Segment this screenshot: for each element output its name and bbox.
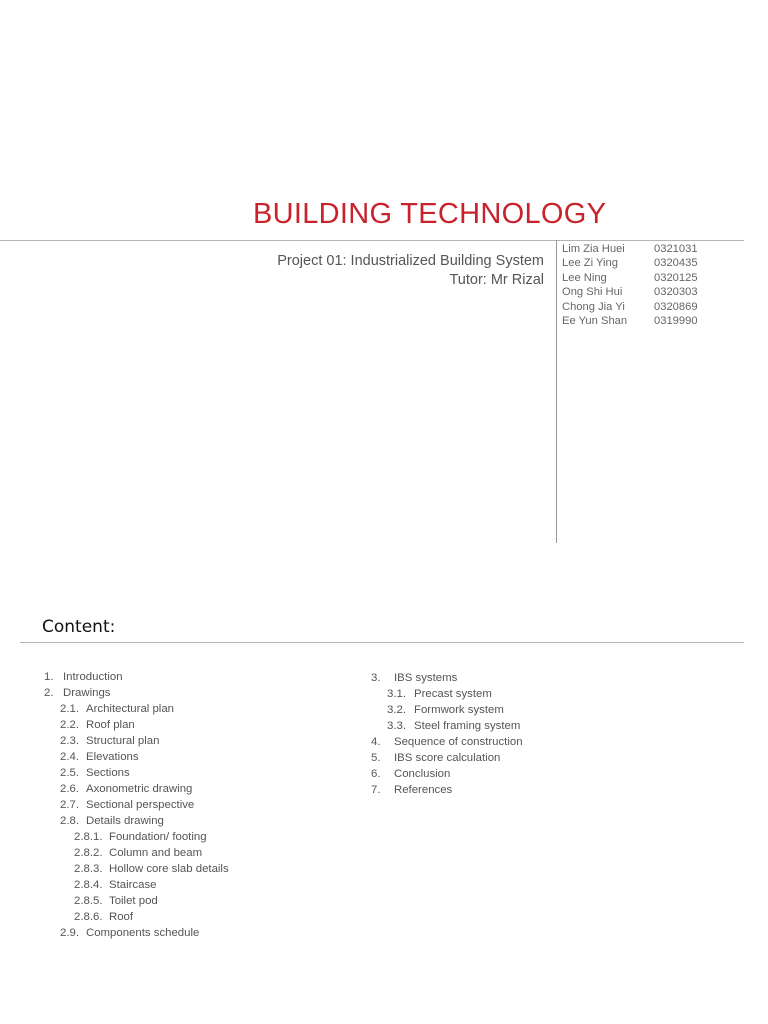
project-name: Project 01: Industrialized Building System bbox=[277, 253, 544, 269]
member-row bbox=[562, 314, 698, 328]
toc-item-label: Details drawing bbox=[86, 815, 164, 827]
project-info bbox=[277, 252, 544, 290]
toc-item-label: Elevations bbox=[86, 751, 139, 763]
member-row bbox=[562, 256, 698, 270]
toc-item-number: 2.8. bbox=[60, 815, 79, 827]
toc-item-number: 3. bbox=[371, 672, 381, 684]
toc-item-label: References bbox=[394, 784, 453, 796]
toc-item-number: 2.8.5. bbox=[74, 895, 103, 907]
toc-item-label: Roof bbox=[109, 911, 134, 923]
toc-item-number: 3.2. bbox=[387, 704, 406, 716]
toc-item-label: Sequence of construction bbox=[394, 736, 523, 748]
toc-item-label: Components schedule bbox=[86, 927, 200, 939]
member-list bbox=[562, 242, 698, 328]
toc-item-label: Conclusion bbox=[394, 768, 451, 780]
toc-item-number: 2.9. bbox=[60, 927, 79, 939]
toc-item-number: 2.8.1. bbox=[74, 831, 103, 843]
toc-item-label: Architectural plan bbox=[86, 703, 175, 715]
toc-item-label: Formwork system bbox=[414, 704, 504, 716]
toc-item-label: Hollow core slab details bbox=[109, 863, 229, 875]
member-id: 0320125 bbox=[654, 271, 698, 284]
toc-item-number: 2.5. bbox=[60, 767, 79, 779]
toc-item-label: IBS systems bbox=[394, 672, 458, 684]
toc-item-number: 1. bbox=[44, 671, 54, 683]
toc-item-number: 2. bbox=[44, 687, 54, 699]
member-name: Lim Zia Huei bbox=[562, 243, 625, 255]
toc-item-number: 2.7. bbox=[60, 799, 79, 811]
tutor-name: Tutor: Mr Rizal bbox=[449, 272, 544, 288]
member-row bbox=[562, 242, 698, 256]
toc-item-number: 2.8.2. bbox=[74, 847, 103, 859]
member-row bbox=[562, 271, 698, 285]
document-title: BUILDING TECHNOLOGY bbox=[253, 198, 607, 230]
member-id: 0320303 bbox=[654, 286, 698, 299]
member-id: 0320869 bbox=[654, 300, 698, 313]
header-divider bbox=[0, 240, 744, 241]
toc-item-label: Sectional perspective bbox=[86, 799, 195, 811]
toc-item-label: Introduction bbox=[63, 671, 123, 683]
toc-item-label: Foundation/ footing bbox=[109, 831, 207, 843]
member-id: 0321031 bbox=[654, 243, 698, 255]
content-divider bbox=[20, 642, 744, 643]
member-id: 0319990 bbox=[654, 315, 698, 328]
content-heading: Content: bbox=[42, 617, 116, 637]
member-id: 0320435 bbox=[654, 257, 698, 270]
toc-item-number: 3.1. bbox=[387, 688, 406, 700]
toc-item-number: 3.3. bbox=[387, 720, 406, 732]
member-name: Lee Ning bbox=[562, 271, 607, 284]
member-name: Ong Shi Hui bbox=[562, 286, 623, 299]
toc-item-label: Roof plan bbox=[86, 719, 135, 731]
toc-item-label: Toilet pod bbox=[109, 895, 158, 907]
toc-item-label: IBS score calculation bbox=[394, 752, 501, 764]
toc-item-number: 2.8.6. bbox=[74, 911, 103, 923]
toc-item-number: 2.1. bbox=[60, 703, 79, 715]
member-row bbox=[562, 300, 698, 314]
member-row bbox=[562, 285, 698, 299]
toc-item-number: 7. bbox=[371, 784, 381, 796]
toc-item-number: 2.6. bbox=[60, 783, 79, 795]
toc-item-label: Staircase bbox=[109, 879, 157, 891]
toc-item-number: 6. bbox=[371, 768, 381, 780]
member-name: Lee Zi Ying bbox=[562, 257, 618, 270]
toc-item-label: Drawings bbox=[63, 687, 111, 699]
toc-item-number: 2.4. bbox=[60, 751, 79, 763]
toc-item-number: 4. bbox=[371, 736, 381, 748]
toc-item-label: Column and beam bbox=[109, 847, 203, 859]
toc-item-number: 5. bbox=[371, 752, 381, 764]
member-name: Ee Yun Shan bbox=[562, 315, 628, 328]
toc-item-label: Steel framing system bbox=[414, 720, 521, 732]
vertical-divider bbox=[556, 240, 557, 543]
toc-item-number: 2.3. bbox=[60, 735, 79, 747]
toc-item-number: 2.8.3. bbox=[74, 863, 103, 875]
toc-item-label: Axonometric drawing bbox=[86, 783, 193, 795]
toc-item-label: Precast system bbox=[414, 688, 492, 700]
toc-item-label: Structural plan bbox=[86, 735, 160, 747]
toc-item-label: Sections bbox=[86, 767, 130, 779]
toc-item-number: 2.8.4. bbox=[74, 879, 103, 891]
member-name: Chong Jia Yi bbox=[562, 300, 625, 313]
toc-item-number: 2.2. bbox=[60, 719, 79, 731]
